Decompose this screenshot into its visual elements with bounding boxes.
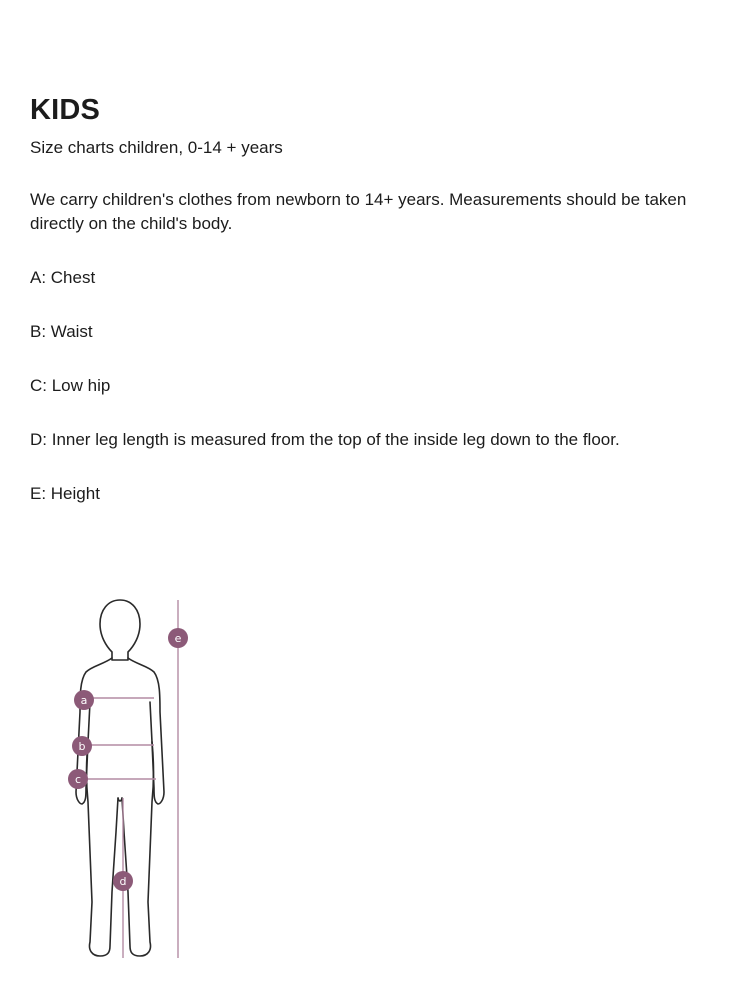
marker-e-label: e bbox=[174, 632, 182, 645]
intro-text: We carry children's clothes from newborn to 14+ years. Measurements should be taken directly on the child's body. bbox=[30, 190, 687, 233]
page-subtitle: Size charts children, 0-14 + years bbox=[30, 138, 283, 157]
marker-c-label: c bbox=[74, 773, 82, 786]
measurement-waist: B: Waist bbox=[30, 322, 93, 341]
measurement-height: E: Height bbox=[30, 484, 100, 503]
measurement-chest: A: Chest bbox=[30, 268, 96, 287]
measurement-inner-leg: D: Inner leg length is measured from the top of the inside leg down to the floor. bbox=[30, 430, 620, 449]
body-measurement-diagram bbox=[60, 592, 200, 964]
child-body-outline bbox=[76, 600, 164, 956]
marker-a-icon bbox=[74, 690, 94, 710]
marker-d-icon bbox=[113, 871, 133, 891]
marker-a-label: a bbox=[80, 694, 88, 707]
marker-b-label: b bbox=[78, 740, 86, 753]
marker-d-label: d bbox=[119, 875, 127, 888]
marker-e-icon bbox=[168, 628, 188, 648]
marker-b-icon bbox=[72, 736, 92, 756]
page-title: KIDS bbox=[30, 94, 101, 126]
marker-c-icon bbox=[68, 769, 88, 789]
size-chart-content bbox=[30, 92, 710, 506]
measurement-low-hip: C: Low hip bbox=[30, 376, 111, 395]
